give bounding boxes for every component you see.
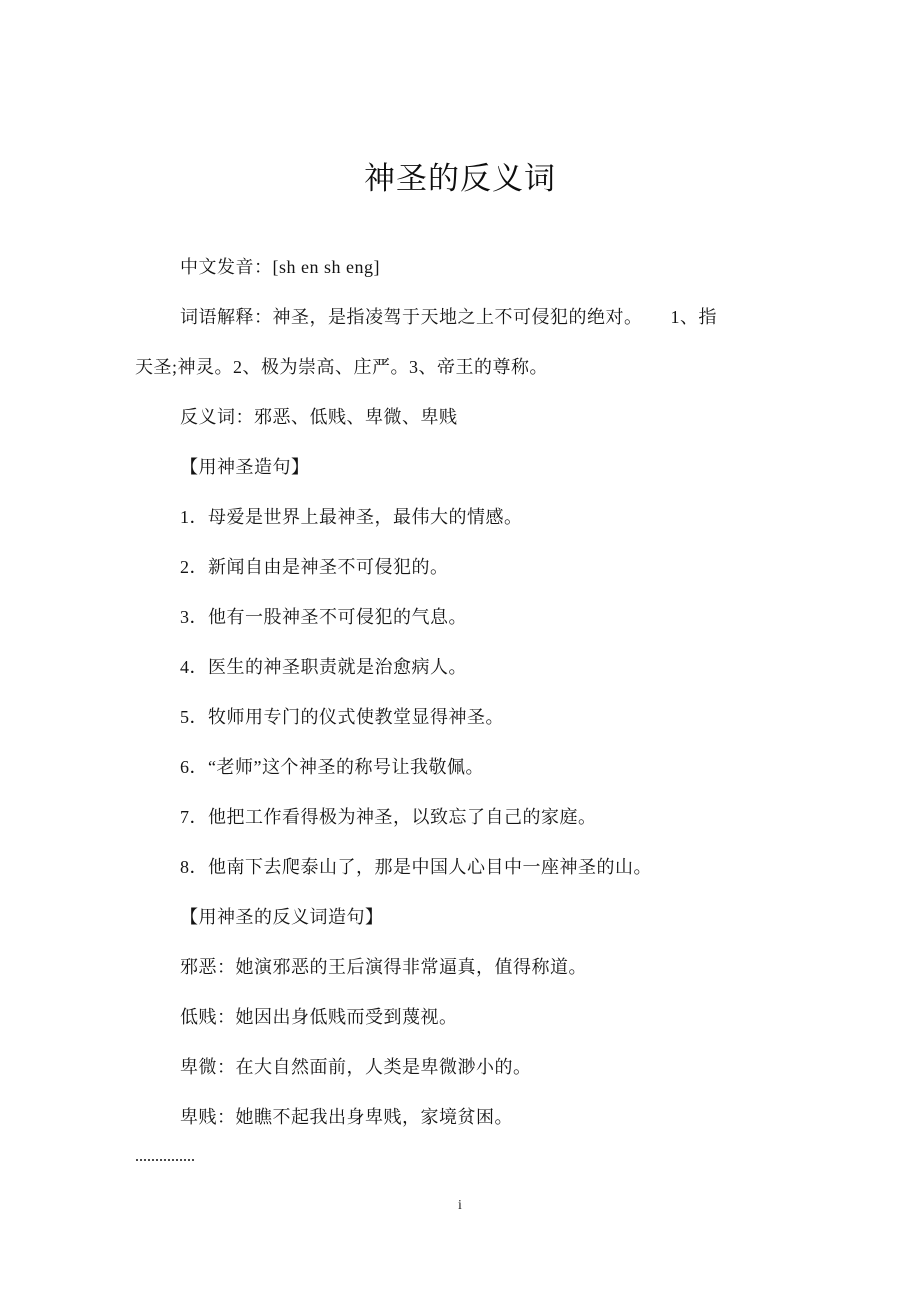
text-line: 3．他有一股神圣不可侵犯的气息。 xyxy=(180,607,467,627)
text-line: 卑微：在大自然面前，人类是卑微渺小的。 xyxy=(180,1057,532,1077)
document-body xyxy=(135,242,785,1142)
text-line: 天圣;神灵。2、极为崇高、庄严。3、帝王的尊称。 xyxy=(135,357,548,377)
text-line: 4．医生的神圣职责就是治愈病人。 xyxy=(180,657,467,677)
text-line: 中文发音：[sh en sh eng] xyxy=(180,257,380,277)
text-line: 邪恶：她演邪恶的王后演得非常逼真，值得称道。 xyxy=(180,957,587,977)
text-line: 词语解释：神圣，是指凌驾于天地之上不可侵犯的绝对。 1、指 xyxy=(180,307,717,327)
text-line: 【用神圣的反义词造句】 xyxy=(180,907,384,927)
text-line: 【用神圣造句】 xyxy=(180,457,310,477)
text-line: 8．他南下去爬泰山了，那是中国人心目中一座神圣的山。 xyxy=(180,857,652,877)
document-title: 神圣的反义词 xyxy=(364,160,556,196)
text-line: 2．新闻自由是神圣不可侵犯的。 xyxy=(180,557,449,577)
text-line: 6．“老师”这个神圣的称号让我敬佩。 xyxy=(180,757,484,777)
footnote-separator xyxy=(136,1159,194,1161)
text-line: 反义词：邪恶、低贱、卑微、卑贱 xyxy=(180,407,458,427)
text-line: 1．母爱是世界上最神圣，最伟大的情感。 xyxy=(180,507,523,527)
text-line: 7．他把工作看得极为神圣，以致忘了自己的家庭。 xyxy=(180,807,597,827)
text-line: 卑贱：她瞧不起我出身卑贱，家境贫困。 xyxy=(180,1107,513,1127)
text-line: 低贱：她因出身低贱而受到蔑视。 xyxy=(180,1007,458,1027)
text-line: 5．牧师用专门的仪式使教堂显得神圣。 xyxy=(180,707,504,727)
page-number: i xyxy=(458,1198,462,1213)
